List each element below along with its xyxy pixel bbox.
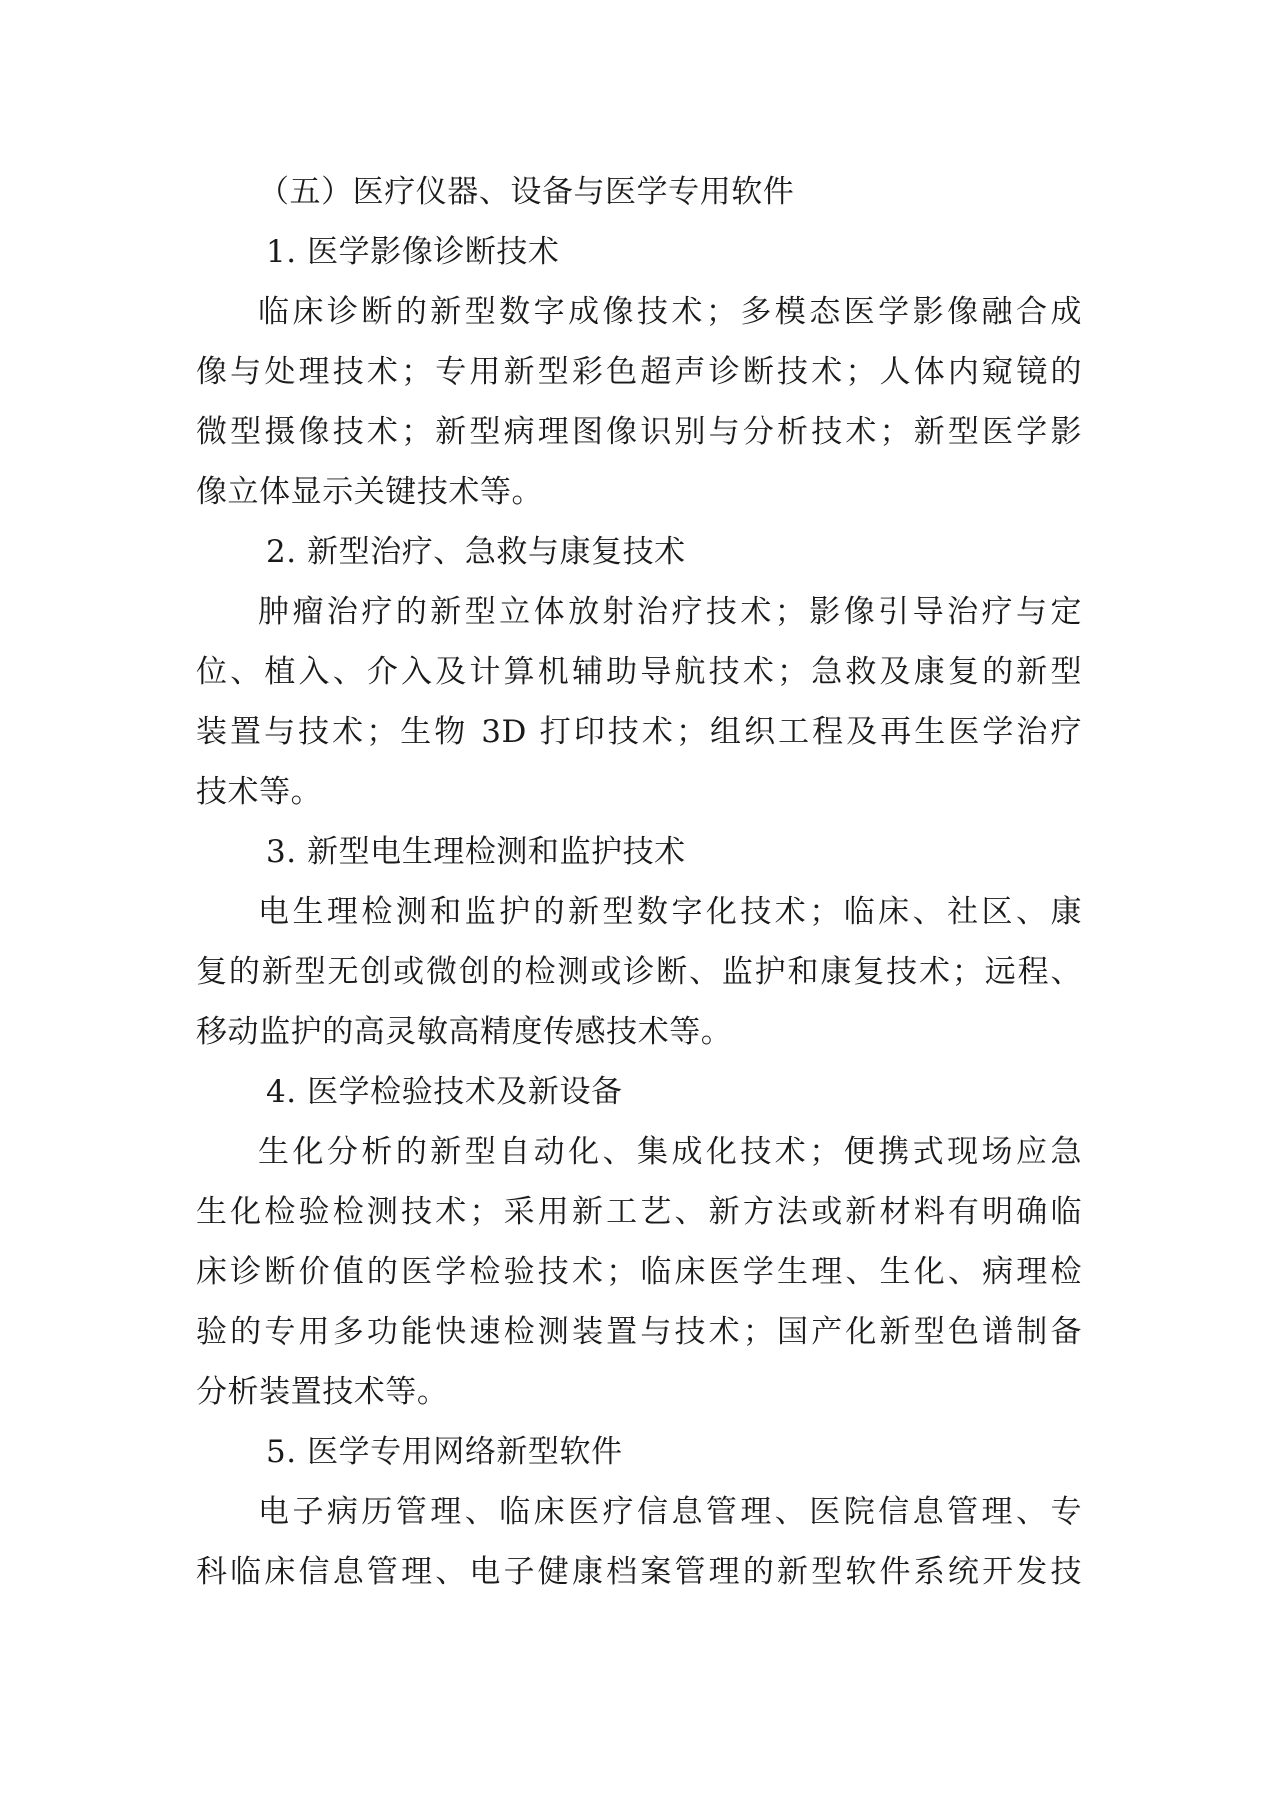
paragraph-line: 像与处理技术；专用新型彩色超声诊断技术；人体内窥镜的 (196, 354, 1082, 390)
paragraph-line: 像立体显示关键技术等。 (196, 474, 544, 510)
paragraph-line: 肿瘤治疗的新型立体放射治疗技术；影像引导治疗与定 (258, 594, 1082, 630)
item-heading-5: 5. 医学专用网络新型软件 (266, 1434, 623, 1470)
section-title: （五）医疗仪器、设备与医学专用软件 (258, 174, 795, 210)
paragraph-line: 科临床信息管理、电子健康档案管理的新型软件系统开发技 (196, 1554, 1082, 1590)
item-heading-4: 4. 医学检验技术及新设备 (266, 1074, 623, 1110)
paragraph-line: 移动监护的高灵敏高精度传感技术等。 (196, 1014, 733, 1050)
paragraph-line: 微型摄像技术；新型病理图像识别与分析技术；新型医学影 (196, 414, 1082, 450)
paragraph-line: 床诊断价值的医学检验技术；临床医学生理、生化、病理检 (196, 1254, 1082, 1290)
item-heading-1: 1. 医学影像诊断技术 (266, 234, 560, 270)
paragraph-line: 临床诊断的新型数字成像技术；多模态医学影像融合成 (258, 294, 1082, 330)
paragraph-line: 位、植入、介入及计算机辅助导航技术；急救及康复的新型 (196, 654, 1082, 690)
paragraph-line: 电生理检测和监护的新型数字化技术；临床、社区、康 (258, 894, 1082, 930)
paragraph-line: 生化分析的新型自动化、集成化技术；便携式现场应急 (258, 1134, 1082, 1170)
item-heading-3: 3. 新型电生理检测和监护技术 (266, 834, 686, 870)
paragraph-line: 分析装置技术等。 (196, 1374, 449, 1410)
paragraph-line: 复的新型无创或微创的检测或诊断、监护和康复技术；远程、 (196, 954, 1082, 990)
paragraph-line: 装置与技术；生物 3D 打印技术；组织工程及再生医学治疗 (196, 714, 1082, 750)
item-heading-2: 2. 新型治疗、急救与康复技术 (266, 534, 686, 570)
paragraph-line: 验的专用多功能快速检测装置与技术；国产化新型色谱制备 (196, 1314, 1082, 1350)
paragraph-line: 生化检验检测技术；采用新工艺、新方法或新材料有明确临 (196, 1194, 1082, 1230)
document-body (196, 162, 1082, 1602)
paragraph-line: 电子病历管理、临床医疗信息管理、医院信息管理、专 (258, 1494, 1082, 1530)
paragraph-line: 技术等。 (196, 774, 323, 810)
